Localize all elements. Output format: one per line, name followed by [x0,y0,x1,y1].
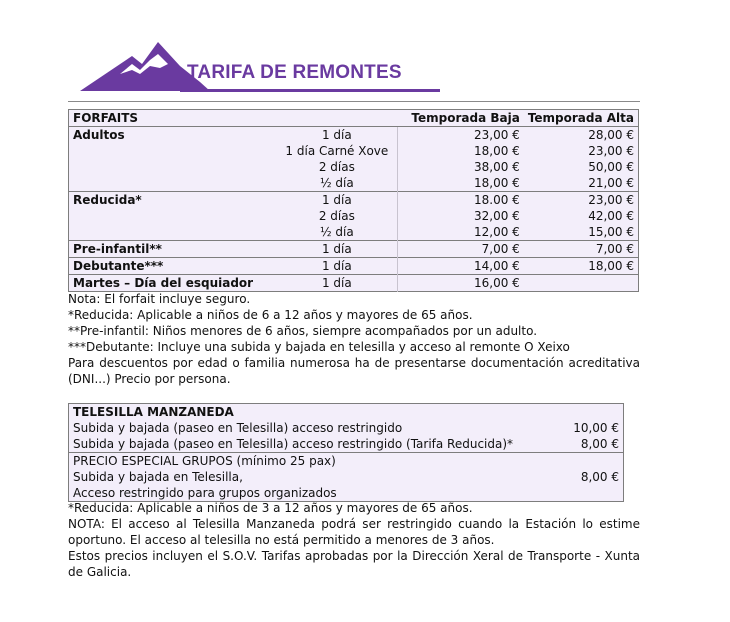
row-duration: 1 día [277,275,397,292]
row-high-price: 18,00 € [524,258,639,275]
table-row [69,241,639,258]
note-line: *Reducida: Aplicable a niños de 6 a 12 años y mayores de 65 años. [68,308,473,322]
row-high-price [524,275,639,292]
row-high-price: 28,00 € [524,127,639,144]
row-duration: 1 día [277,258,397,275]
table-header-row [69,110,639,127]
row-duration: 2 días [318,160,355,174]
row-label: Subida y bajada (paseo en Telesilla) acceso restringido [73,421,403,435]
row-duration: 1 día [277,192,397,209]
note-line: *Reducida: Aplicable a niños de 3 a 12 años y mayores de 65 años. [68,501,473,515]
telesilla-table [68,403,624,502]
table-row [69,159,639,175]
table-row [69,453,624,470]
row-category [69,143,277,159]
header-duration [277,110,397,127]
table-row [69,192,639,209]
table-row [69,224,639,241]
note-line: Nota: El forfait incluye seguro. [68,292,251,306]
note-line: Para descuentos por edad o familia numerosa ha de presentarse documentación acreditativa (DNI...) Precio por persona. [68,356,640,386]
row-high-price: 21,00 € [588,176,634,190]
row-category [69,224,277,241]
row-low-price: 18,00 € [397,143,523,159]
header-category: FORFAITS [73,111,139,125]
row-category [69,175,277,192]
row-high-price: 15,00 € [588,225,634,239]
group-line: PRECIO ESPECIAL GRUPOS (mínimo 25 pax) [69,453,536,470]
row-high-price: 42,00 € [588,209,634,223]
note-line: NOTA: El acceso al Telesilla Manzaneda podrá ser restringido cuando la Estación lo estime oportuno. El acceso al telesilla no está permitido a menores de 3 años. [68,517,640,547]
row-duration: ½ día [319,225,354,239]
table-row [69,143,639,159]
header-low-season: Temporada Baja [411,111,520,125]
row-low-price: 14,00 € [397,258,523,275]
telesilla-title: TELESILLA MANZANEDA [73,405,234,419]
row-price: 8,00 € [580,437,619,451]
row-duration: ½ día [319,176,354,190]
group-line: Subida y bajada en Telesilla, [73,470,243,484]
note-line: **Pre-infantil: Niños menores de 6 años, siempre acompañados por un adulto. [68,324,538,338]
header-high-season: Temporada Alta [527,111,634,125]
forfaits-table [68,109,639,292]
row-category [69,208,277,224]
page-header [80,38,440,93]
row-category: Adultos [69,127,277,144]
forfaits-notes [68,291,640,387]
row-category: Debutante*** [69,258,277,275]
note-line: Estos precios incluyen el S.O.V. Tarifas aprobadas por la Dirección Xeral de Transporte - Xunta de Galicia. [68,549,640,579]
row-low-price: 38,00 € [397,159,523,175]
row-duration: 2 días [318,209,355,223]
row-label: Subida y bajada (paseo en Telesilla) acceso restringido (Tarifa Reducida)* [73,437,514,451]
page-title: TARIFA DE REMONTES [187,62,402,83]
note-line: ***Debutante: Incluye una subida y bajada en telesilla y acceso al remonte O Xeixo [68,340,570,354]
row-category [69,159,277,175]
row-low-price: 23,00 € [397,127,523,144]
row-duration: 1 día Carné Xove [285,144,389,158]
telesilla-title-row [69,404,624,421]
table-row [69,420,624,436]
row-category: Martes – Día del esquiador [69,275,277,292]
telesilla-notes [68,500,640,580]
row-low-price: 18.00 € [397,192,523,209]
table-row [69,127,639,144]
row-low-price: 32,00 € [397,208,523,224]
group-price: 8,00 € [535,453,624,502]
group-line: Acceso restringido para grupos organizados [73,486,337,500]
row-category: Reducida* [69,192,277,209]
row-duration: 1 día [277,241,397,258]
table-row [69,275,639,292]
row-high-price: 7,00 € [524,241,639,258]
table-row [69,436,624,453]
row-low-price: 12,00 € [397,224,523,241]
row-duration: 1 día [277,127,397,144]
row-high-price: 23,00 € [524,192,639,209]
table-row [69,175,639,192]
row-price: 10,00 € [573,421,619,435]
row-category: Pre-infantil** [69,241,277,258]
row-low-price: 16,00 € [397,275,523,292]
table-row [69,208,639,224]
divider [68,101,640,102]
row-low-price: 18,00 € [397,175,523,192]
table-row [69,258,639,275]
row-high-price: 50,00 € [588,160,634,174]
row-high-price: 23,00 € [588,144,634,158]
row-low-price: 7,00 € [397,241,523,258]
